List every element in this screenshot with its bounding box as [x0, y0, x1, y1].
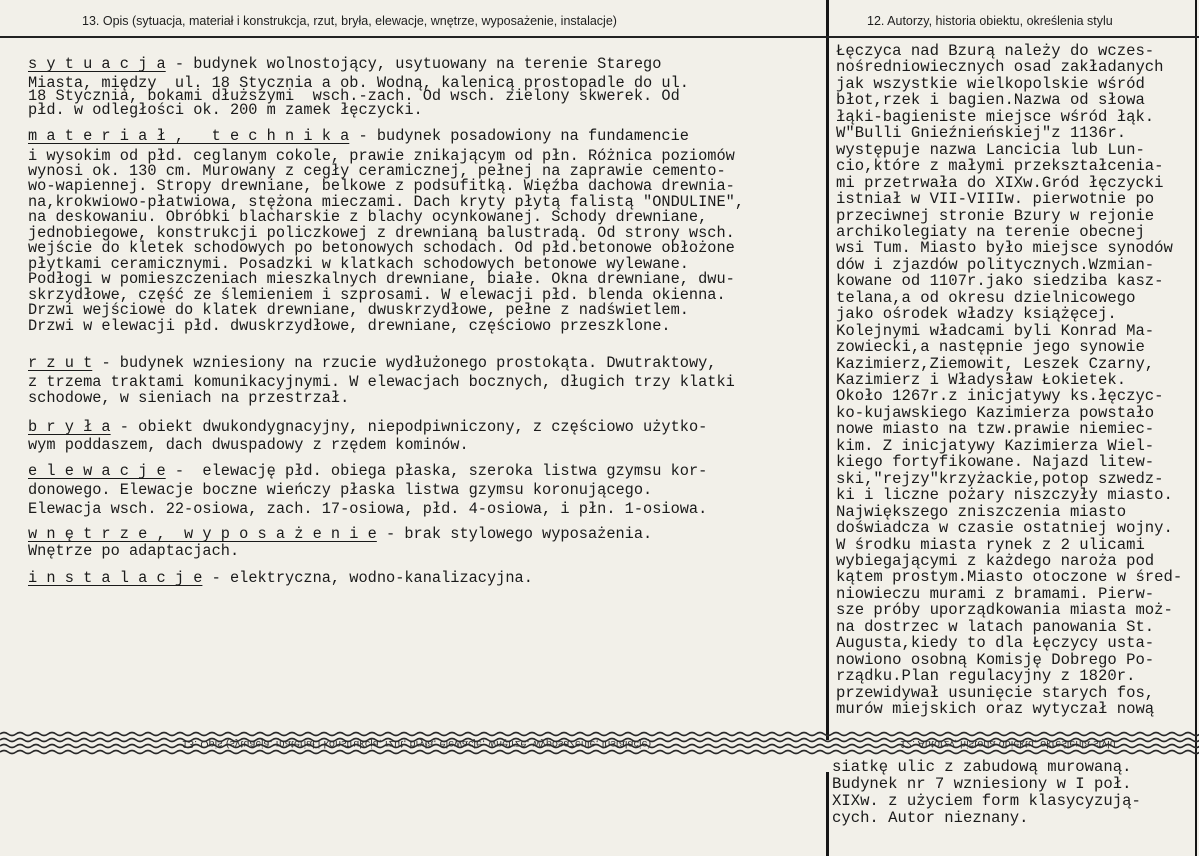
line-text: wo-wapiennej. Stropy drewniane, belkowe z podsufitką. Więźba dachowa drewnia-: [28, 177, 735, 195]
section-keyword: s y t u a c j a: [28, 55, 166, 73]
history-line: ko-kujawskiego Kazimierza powstało: [836, 403, 1155, 422]
history-line: przeciwnej stronie Bzury w rejonie: [836, 206, 1155, 225]
section-13-header: 13. Opis (sytuacja, materiał i konstrukcja, rzut, bryła, elewacje, wnętrze, wyposażenie, instalacje): [82, 14, 617, 28]
history-line: Kazimierz i Władysław Łokietek.: [836, 371, 1127, 389]
continuation-line: Budynek nr 7 wzniesiony w I poł.: [832, 775, 1132, 793]
history-line: Augusta,kiedy to dla Łęczycy usta-: [836, 634, 1155, 653]
line-text: skrzydłowe, część ze ślemieniem i szprosami. W elewacji płd. blenda okienna.: [28, 286, 726, 304]
history-line: kowane od 1107r.jako siedziba kasz-: [836, 272, 1164, 291]
history-line: niowieczu murami z bramami. Pierw-: [836, 584, 1155, 603]
history-line: Kazimierz,Ziemowit, Leszek Czarny,: [836, 354, 1155, 373]
history-line: kim. Z inicjatywy Kazimierza Wiel-: [836, 436, 1155, 455]
section-heading-line: [28, 571, 533, 586]
line-text: wym poddaszem, dach dwuspadowy z rzędem kominów.: [28, 436, 469, 454]
history-line: występuje nazwa Lancicia lub Lun-: [836, 140, 1145, 159]
line-text: Wnętrze po adaptacjach.: [28, 542, 240, 560]
section-keyword: b r y ł a: [28, 418, 111, 436]
line-text: z trzema traktami komunikacyjnymi. W elewacjach bocznych, długich trzy klatki: [28, 373, 735, 391]
history-line: zowiecki,a następnie jego synowie: [836, 338, 1145, 357]
line-text: wynosi ok. 130 cm. Murowany z cegły ceramicznej, pełnej na zaprawie cemento-: [28, 162, 726, 180]
description-line: [28, 502, 707, 517]
history-line: przewidywał usunięcie starych fos,: [836, 683, 1155, 702]
history-line: Największego zniszczenia miasto: [836, 502, 1127, 521]
line-text: - brak stylowego wyposażenia.: [376, 525, 653, 543]
history-line: kątem prostym.Miasto otoczone w śred-: [836, 568, 1183, 587]
history-line: Kolejnymi władcami byli Konrad Ma-: [836, 321, 1155, 340]
line-text: donowego. Elewacje boczne wieńczy płaska listwa gzymsu koronującego.: [28, 481, 653, 499]
line-text: Podłogi w pomieszczeniach mieszkalnych drewniane, białe. Okna drewniane, dwu-: [28, 270, 735, 288]
line-text: płytkami ceramicznymi. Posadzki w klatkach schodowych betonowe wylewane.: [28, 255, 689, 273]
history-line: istniał w VII-VIIIw. pierwotnie po: [836, 190, 1155, 209]
section-heading-line: [28, 464, 707, 479]
history-line: ki i liczne pożary niszczyły miasto.: [836, 486, 1173, 505]
description-line: [28, 375, 735, 390]
history-line: nowe miasto na tzw.prawie niemiec-: [836, 420, 1155, 439]
description-line: [28, 303, 689, 318]
column-divider-lower: [826, 772, 829, 856]
section-heading-line: [28, 356, 716, 371]
section-keyword: r z u t: [28, 354, 93, 372]
mirrored-header-right: 12. Autorzy, historia obiektu, określenia stylu: [900, 738, 1116, 750]
line-text: na deskowaniu. Obróbki blacharskie z blachy ocynkowanej. Schody drewniane,: [28, 208, 708, 226]
line-text: Drzwi wejściowe do klatek drewniane, dwuskrzydłowe, pełne z nadświetlem.: [28, 301, 689, 319]
description-line: [28, 272, 735, 287]
description-line: [28, 391, 349, 406]
wave-line: [0, 751, 1199, 754]
continuation-line: cych. Autor nieznany.: [832, 809, 1029, 827]
description-line: [28, 241, 735, 256]
history-line: jako ośrodek władzy książęcej.: [836, 305, 1117, 324]
section-heading-line: [28, 129, 689, 144]
history-line: kiego fortyfikowane. Najazd litew-: [836, 453, 1155, 472]
continuation-line: XIXw. z użyciem form klasycyzują-: [832, 792, 1141, 810]
line-text: Miasta, między ul. 18 Stycznia a ob. Wodną, kalenicą prostopadle do ul.: [28, 74, 689, 92]
description-line: [28, 438, 469, 453]
line-text: wejście do kletek schodowych po betonowych schodach. Od płd.betonowe obłożone: [28, 239, 735, 257]
history-line: archikolegiaty na terenie obecnej: [836, 222, 1145, 241]
history-line: Łęczyca nad Bzurą należy do wczes-: [836, 42, 1155, 60]
history-line: łąki-bagieniste miejsce wśród łąk.: [836, 107, 1155, 126]
line-text: Elewacja wsch. 22-osiowa, zach. 17-osiowa, płd. 4-osiowa, i płn. 1-osiowa.: [28, 500, 708, 518]
history-line: doświadcza w czasie ostatniej wojny.: [836, 519, 1173, 538]
history-line: wsi Tum. Miasto było miejsce synodów: [836, 239, 1173, 258]
section-12-header: 12. Autorzy, historia obiektu, określenia stylu: [867, 14, 1113, 28]
wave-line: [0, 733, 1199, 736]
line-text: płd. w odległości ok. 200 m zamek łęczycki.: [28, 101, 423, 119]
line-text: - elewację płd. obiega płaska, szeroka listwa gzymsu kor-: [165, 462, 708, 480]
line-text: i wysokim od płd. ceglanym cokole, prawie znikającym od płn. Różnica poziomów: [28, 147, 735, 165]
history-line: murów miejskich oraz wytyczał nową: [836, 700, 1155, 718]
line-text: schodowe, w sieniach na przestrzał.: [28, 389, 350, 407]
header-rule: [0, 36, 1199, 38]
continuation-line: siatkę ulic z zabudową murowaną.: [832, 758, 1132, 776]
line-text: - obiekt dwukondygnacyjny, niepodpiwniczony, z częściowo użytko-: [110, 418, 708, 436]
section-keyword: w n ę t r z e , w y p o s a ż e n i e: [28, 525, 377, 543]
history-line: na dostrzec w latach panowania St.: [836, 617, 1155, 636]
history-line: W"Bulli Gnieźnieńskiej"z 1136r.: [836, 124, 1127, 143]
description-line: [28, 210, 707, 225]
description-line: [28, 483, 652, 498]
line-text: jednobiegowe, konstrukcji policzkowej z drewnianą balustradą. Od strony wsch.: [28, 224, 735, 242]
line-text: - elektryczna, wodno-kanalizacyjna.: [202, 569, 533, 587]
description-line: [28, 179, 735, 194]
history-line: W środku miasta rynek z 2 ulicami: [836, 535, 1145, 554]
history-line: Około 1267r.z inicjatywy ks.łęczyc-: [836, 387, 1164, 406]
history-line: nowiono osobną Komisję Dobrego Po-: [836, 650, 1155, 669]
history-line: ski,"rejzy"krzyżackie,potop szwedz-: [836, 469, 1164, 488]
section-keyword: m a t e r i a ł , t e c h n i k a: [28, 127, 350, 145]
description-line: [28, 544, 239, 559]
line-text: - budynek wolnostojący, usytuowany na terenie Starego: [165, 55, 662, 73]
history-line: mi przetrwała do XIXw.Gród łęczycki: [836, 173, 1164, 192]
line-text: Drzwi w elewacji płd. dwuskrzydłowe, drewniane, częściowo przeszklone.: [28, 317, 671, 335]
description-line: [28, 103, 423, 118]
line-text: - budynek posadowiony na fundamencie: [349, 127, 689, 145]
history-line: nośredniowiecznych osad zakładanych: [836, 58, 1164, 77]
history-line: rządku.Plan regulacyjny z 1820r.: [836, 667, 1136, 686]
history-line: telana,a od okresu dzielnicowego: [836, 288, 1136, 307]
line-text: - budynek wzniesiony na rzucie wydłużonego prostokąta. Dwutraktowy,: [92, 354, 717, 372]
section-keyword: e l e w a c j e: [28, 462, 166, 480]
section-heading-line: [28, 527, 652, 542]
section-heading-line: [28, 57, 661, 72]
column-divider: [826, 0, 829, 740]
history-line: wybiegającymi z każdego naroża pod: [836, 551, 1155, 570]
section-heading-line: [28, 420, 707, 435]
history-line: sze próby uporządkowania miasta moż-: [836, 601, 1173, 620]
line-text: na,krokwiowo-płatwiowa, stężona mieczami. Dach kryty płytą falistą "ONDULINE",: [28, 193, 745, 211]
history-line: cio,które z małymi przekształcenia-: [836, 157, 1164, 176]
section-keyword: i n s t a l a c j e: [28, 569, 203, 587]
mirrored-header-left: 13. Opis (sytuacja, materiał i konstrukcja, rzut, bryła, elewacje, wnętrze, wyposażenie, instalacje): [182, 738, 652, 750]
history-line: jak wszystkie wielkopolskie wśród: [836, 74, 1145, 93]
description-line: [28, 319, 671, 334]
line-text: 18 Stycznia, bokami dłuższymi wsch.-zach. Od wsch. zielony skwerek. Od: [28, 87, 680, 105]
history-line: dów i zjazdów politycznych.Wzmian-: [836, 255, 1155, 274]
history-line: błot,rzek i bagien.Nazwa od słowa: [836, 91, 1145, 110]
